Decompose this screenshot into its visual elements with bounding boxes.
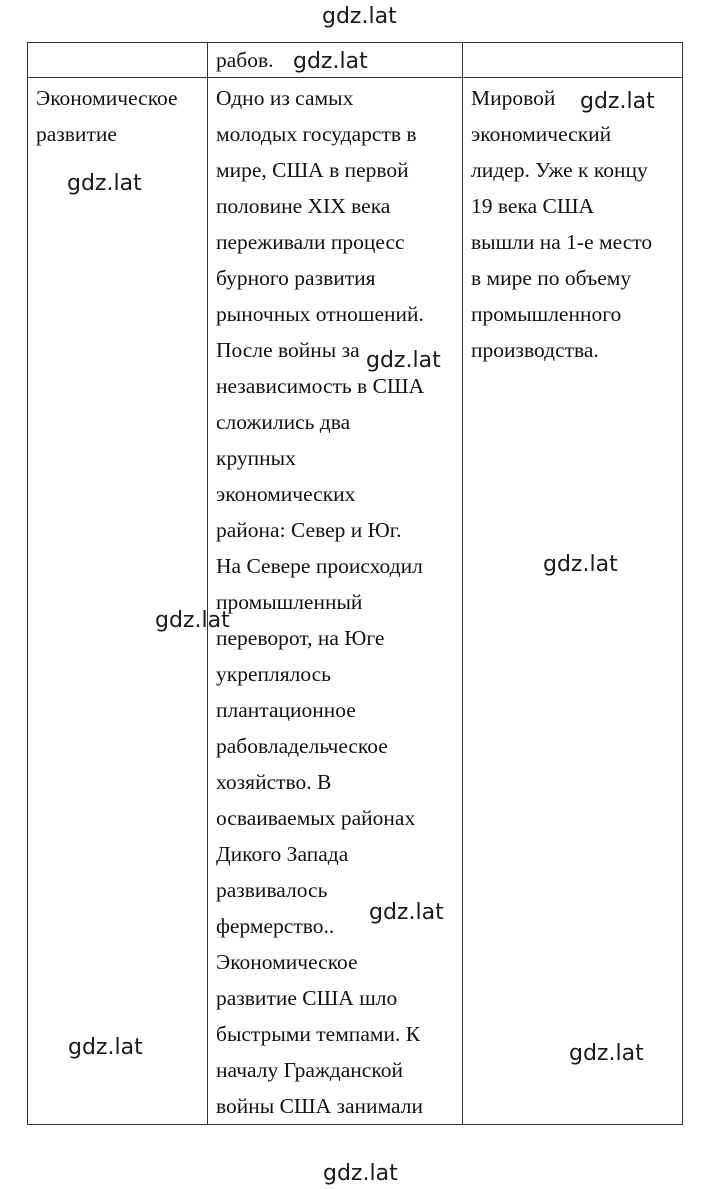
table-cell-description: Одно из самых молодых государств в мире, США в первой половине XIX века переживали процесс бурного развития рыночных отношений. После войны за независимость в США сложились два крупных экономических района: Север и Юг. На Севере происходил промышленный переворот, на Юге укреплялось плантационное рабовладельческое хозяйство. В осваиваемых районах Дикого Запада развивалось фермерство.. Экономическое развитие США шло быстрыми темпами. К началу Гражданской войны США занимали bbox=[208, 78, 463, 1125]
watermark: gdz.lat bbox=[580, 89, 655, 114]
table-cell-result: Мировой экономический лидер. Уже к концу 19 века США вышли на 1-е место в мире по объему промышленного производства. bbox=[463, 78, 683, 1125]
watermark: gdz.lat bbox=[322, 4, 397, 29]
table-row bbox=[28, 78, 683, 1125]
table-cell-topic: Экономическое развитие bbox=[28, 78, 208, 1125]
watermark: gdz.lat bbox=[366, 348, 441, 373]
watermark: gdz.lat bbox=[293, 49, 368, 74]
watermark: gdz.lat bbox=[67, 171, 142, 196]
table-cell-r1-c2: рабов. bbox=[208, 43, 463, 78]
watermark: gdz.lat bbox=[543, 552, 618, 577]
table-cell-r1-c3 bbox=[463, 43, 683, 78]
content-table bbox=[27, 42, 683, 1125]
watermark: gdz.lat bbox=[155, 608, 230, 633]
watermark: gdz.lat bbox=[569, 1041, 644, 1066]
table-cell-r1-c1 bbox=[28, 43, 208, 78]
watermark: gdz.lat bbox=[68, 1035, 143, 1060]
watermark: gdz.lat bbox=[323, 1161, 398, 1186]
watermark: gdz.lat bbox=[369, 900, 444, 925]
